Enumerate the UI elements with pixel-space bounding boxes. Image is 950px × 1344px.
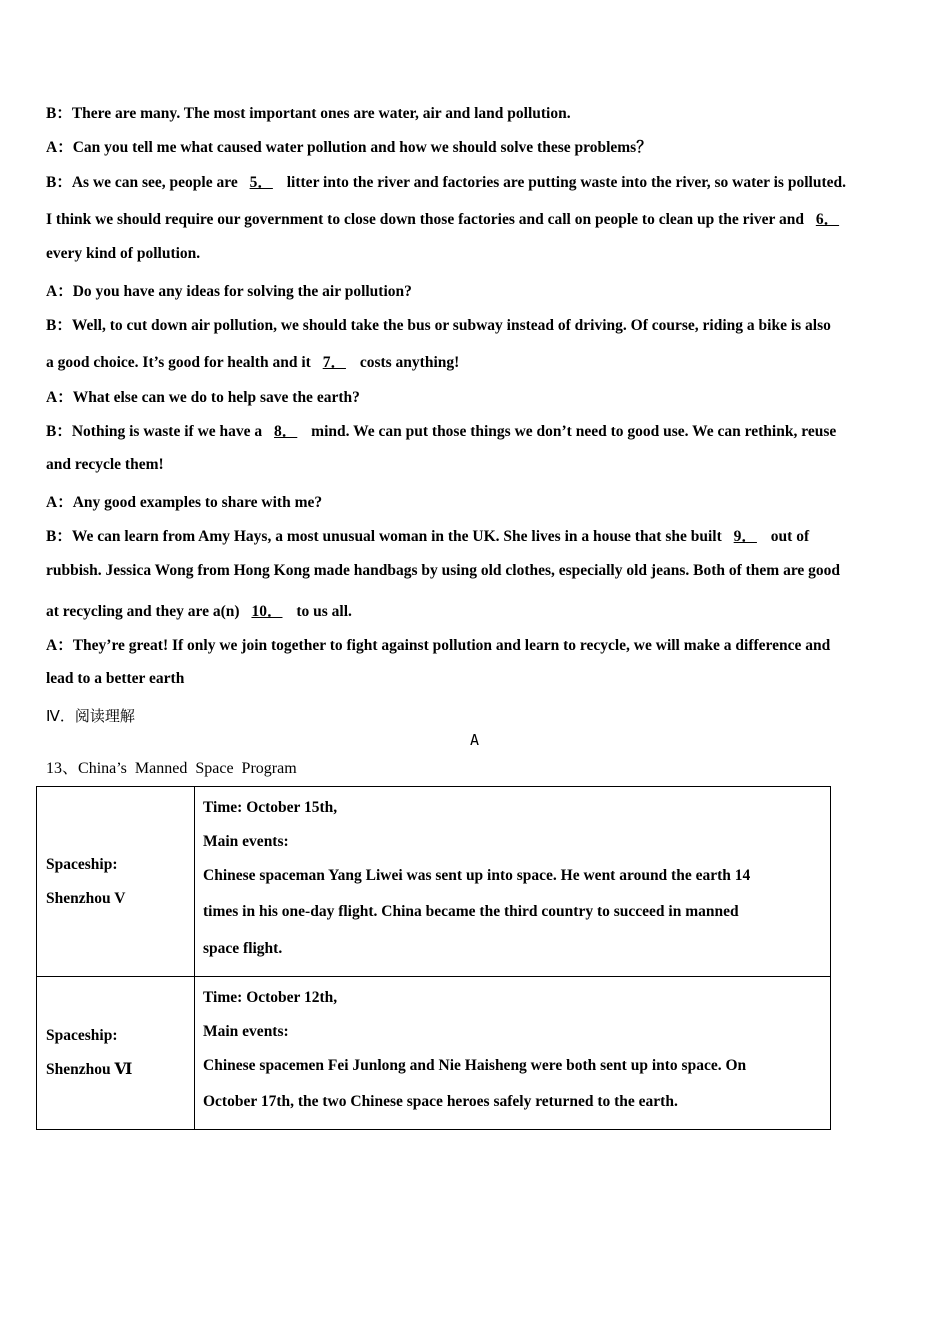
dialogue-line: a good choice. It’s good for health and it 7． costs anything!: [46, 350, 459, 372]
dialogue-line: I think we should require our government to close down those factories and call on people to clean up the river and 6．: [46, 207, 849, 229]
events-cell: Time: October 12th, Main events: Chinese spacemen Fei Junlong and Nie Haisheng were both sent up into space. On October 17th, the two Chinese space heroes safely returned to the earth.: [195, 977, 831, 1130]
ship-cell: Spaceship: Shenzhou V: [37, 787, 195, 977]
dialogue-line: A：Can you tell me what caused water pollution and how we should solve these problems？: [46, 139, 652, 156]
section-heading: Ⅳ．阅读理解: [46, 707, 135, 725]
dialogue-line: B：As we can see, people are 5． litter into the river and factories are putting waste into the river, so water is polluted.: [46, 170, 846, 192]
passage-label: A: [470, 731, 480, 749]
table-row: [37, 977, 831, 1130]
answer-blank-8[interactable]: 8．: [274, 423, 298, 440]
answer-blank-9[interactable]: 9．: [733, 528, 757, 545]
dialogue-line: B：We can learn from Amy Hays, a most unusual woman in the UK. She lives in a house that she built 9． out of: [46, 524, 809, 546]
dialogue-line: every kind of pollution.: [46, 245, 201, 262]
events-cell: Time: October 15th, Main events: Chinese spaceman Yang Liwei was sent up into space. He went around the earth 14 times in his one-day flight. China became the third country to succeed in manned space flight.: [195, 787, 831, 977]
answer-blank-10[interactable]: 10．: [251, 603, 283, 620]
dialogue-line: A：They’re great! If only we join together to fight against pollution and learn to recycle, we will make a difference and: [46, 637, 831, 654]
answer-blank-5[interactable]: 5．: [249, 174, 273, 191]
dialogue-line: A：Any good examples to share with me?: [46, 494, 323, 511]
table-row: [37, 787, 831, 977]
dialogue-line: lead to a better earth: [46, 670, 185, 687]
dialogue-line: B：There are many. The most important ones are water, air and land pollution.: [46, 105, 571, 122]
answer-blank-6[interactable]: 6．: [815, 211, 840, 228]
ship-cell: Spaceship: Shenzhou Ⅵ: [37, 977, 195, 1130]
space-program-table: [36, 786, 831, 1130]
dialogue-line: B：Well, to cut down air pollution, we should take the bus or subway instead of driving. Of course, riding a bike is also: [46, 317, 831, 334]
dialogue-line: and recycle them!: [46, 456, 164, 473]
dialogue-line: B：Nothing is waste if we have a 8． mind. We can put those things we don’t need to good use. We can rethink, reuse: [46, 419, 836, 441]
question-title: 13、China’s Manned Space Program: [46, 760, 297, 777]
dialogue-line: A：What else can we do to help save the earth?: [46, 389, 360, 406]
dialogue-line: rubbish. Jessica Wong from Hong Kong made handbags by using old clothes, especially old jeans. Both of them are good: [46, 562, 841, 579]
answer-blank-7[interactable]: 7．: [322, 354, 346, 371]
dialogue-line: A：Do you have any ideas for solving the air pollution?: [46, 283, 412, 300]
dialogue-line: at recycling and they are a(n) 10． to us all.: [46, 599, 352, 621]
